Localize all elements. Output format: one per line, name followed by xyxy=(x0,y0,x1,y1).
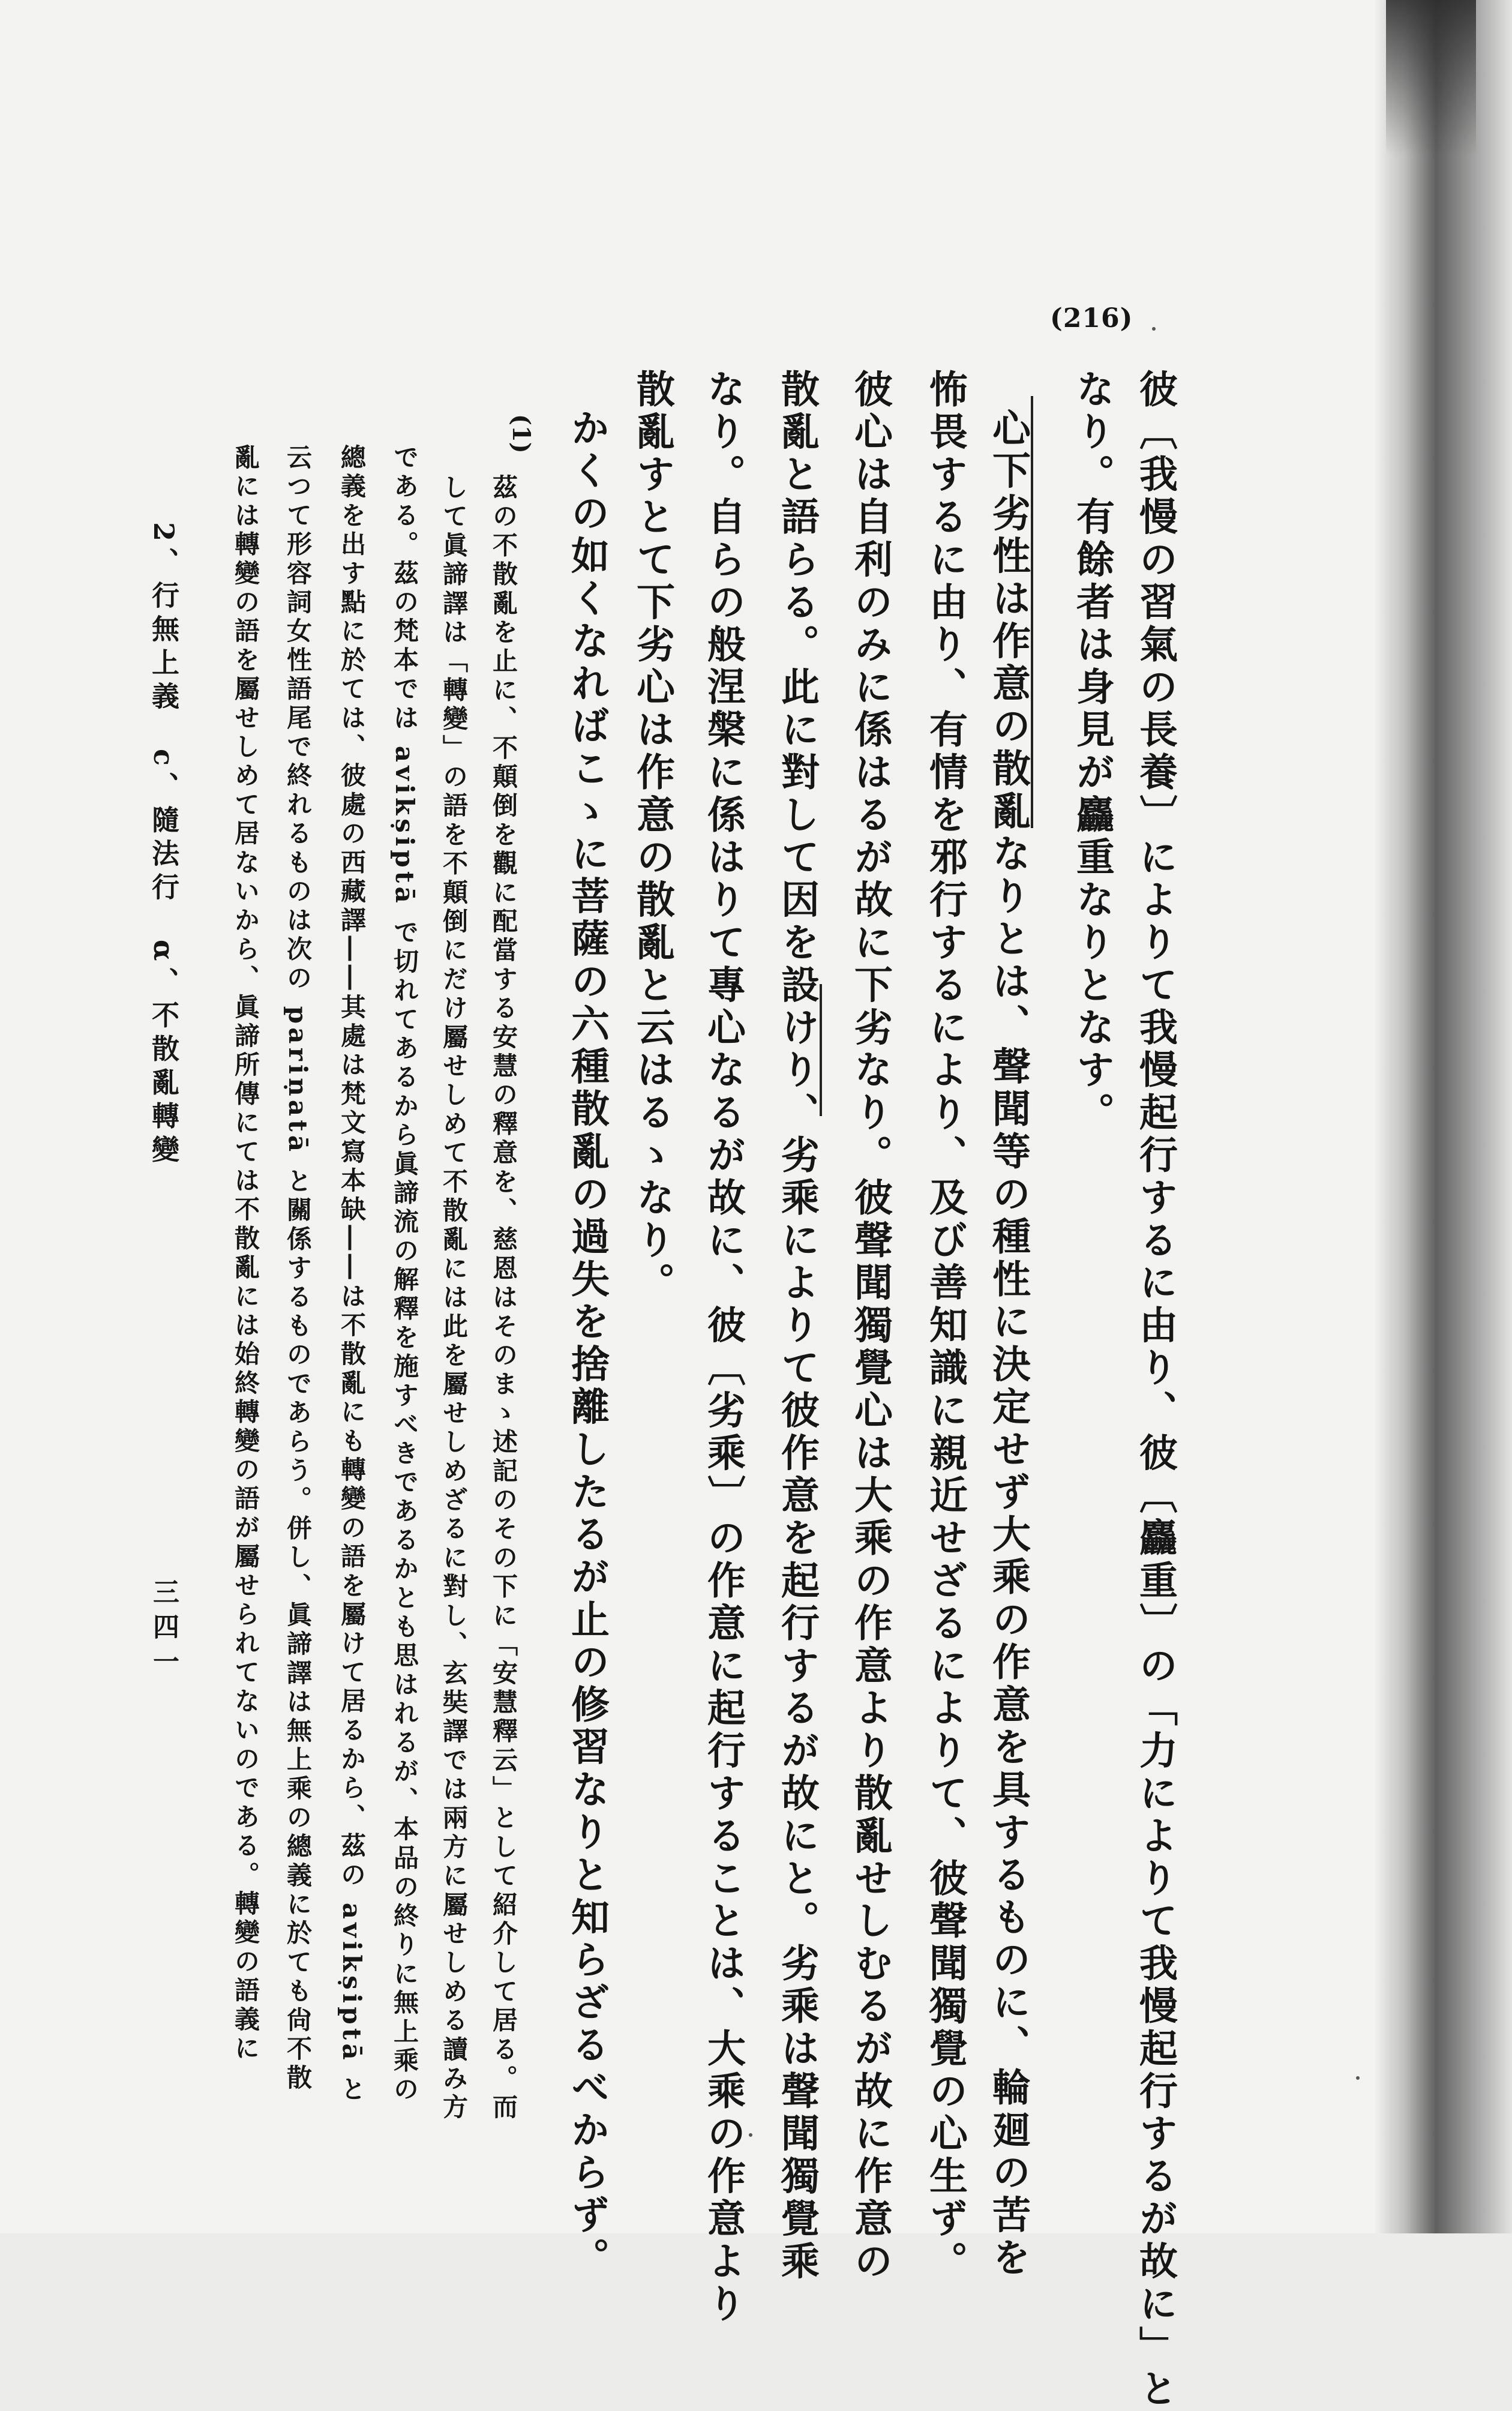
body-line-2: なり。有餘者は身見が麤重なりとなす。 xyxy=(1070,369,1115,1135)
body-line-9: かくの如くなればこゝに菩薩の六種散亂の過失を捨離したるが止の修習なりと知らざるべからず。 xyxy=(565,408,610,2280)
body-line-6: 散亂と語らる。此に對して因を設けり、劣乘によりて彼作意を起行するが故にと。劣乘は聲聞獨覺乘 xyxy=(775,369,820,2284)
sideline-mark-2 xyxy=(820,984,822,1116)
footnote-mark: (1) xyxy=(507,414,535,454)
scan-speck xyxy=(1356,2076,1360,2080)
scanner-edge-shadow xyxy=(1374,0,1512,2233)
scanner-edge-shadow-top xyxy=(1386,0,1476,156)
scan-speck xyxy=(1152,327,1156,331)
body-line-1: 彼〔我慢の習氣の長養〕によりて我慢起行するに由り、彼〔麤重〕の「力によりて我慢起行するが故に」と xyxy=(1133,369,1178,2411)
body-line-5: 彼心は自利のみに係はるが故に下劣なり。彼聲聞獨覺心は大乘の作意より散亂せしむるが故に作意の xyxy=(848,369,893,2284)
scan-speck xyxy=(749,2133,752,2137)
body-line-8: 散亂すとて下劣心は作意の散亂と云はるゝなり。 xyxy=(630,369,675,1305)
footnote-line-5: 云つて形容詞女性語尾で終れるものは次の pariṇatā と關係するものであらう。併し、眞諦譯は無上乘の總義に於ても尙不散 xyxy=(283,444,313,2094)
body-line-3: 心下劣性は作意の散亂なりとは、聲聞等の種性に決定せず大乘の作意を具するものに、輪廻の苦を xyxy=(986,408,1031,2280)
page-number: (216) xyxy=(1050,303,1133,334)
kanji-page-number: 三四一 xyxy=(148,1578,179,1683)
footnote-line-4: 總義を出す點に於ては、彼處の西藏譯――其處は梵文寫本缺――は不散亂にも轉變の語を屬けて居るから、茲の avikṣiptā と xyxy=(337,444,367,2105)
footnote-line-2: して眞諦譯は「轉變」の語を不顛倒にだけ屬せしめて不散亂には此を屬せしめざるに對し、玄奘譯では兩方に屬せしめる讀み方 xyxy=(439,474,469,2123)
body-line-7: なり。自らの般涅槃に係はりて專心なるが故に、彼〔劣乘〕の作意に起行することは、大乘の作意より xyxy=(701,369,746,2326)
footnote-line-3: である。茲の梵本では avikṣiptā で切れてあるから眞諦流の解釋を施すべきであるかとも思はれるが、本品の終りに無上乘の xyxy=(390,444,419,2105)
section-heading: 2、行無上義 c、隨法行 α、不散亂轉變 xyxy=(148,522,180,1169)
sideline-mark-1 xyxy=(1031,396,1033,828)
footnote-line-1: 茲の不散亂を止に、不顛倒を觀に配當する安慧の釋意を、慈恩はそのまゝ述記のその下に「安慧釋云」として紹介して居る。而 xyxy=(489,474,518,2123)
footnote-line-6: 亂には轉變の語を屬せしめて居ないから、眞諦所傳にては不散亂には始終轉變の語が屬せられてないのである。轉變の語義に xyxy=(231,444,260,2064)
body-line-4: 怖畏するに由り、有情を邪行するにより、及び善知識に親近せざるによりて、彼聲聞獨覺の心生ず。 xyxy=(923,369,968,2284)
